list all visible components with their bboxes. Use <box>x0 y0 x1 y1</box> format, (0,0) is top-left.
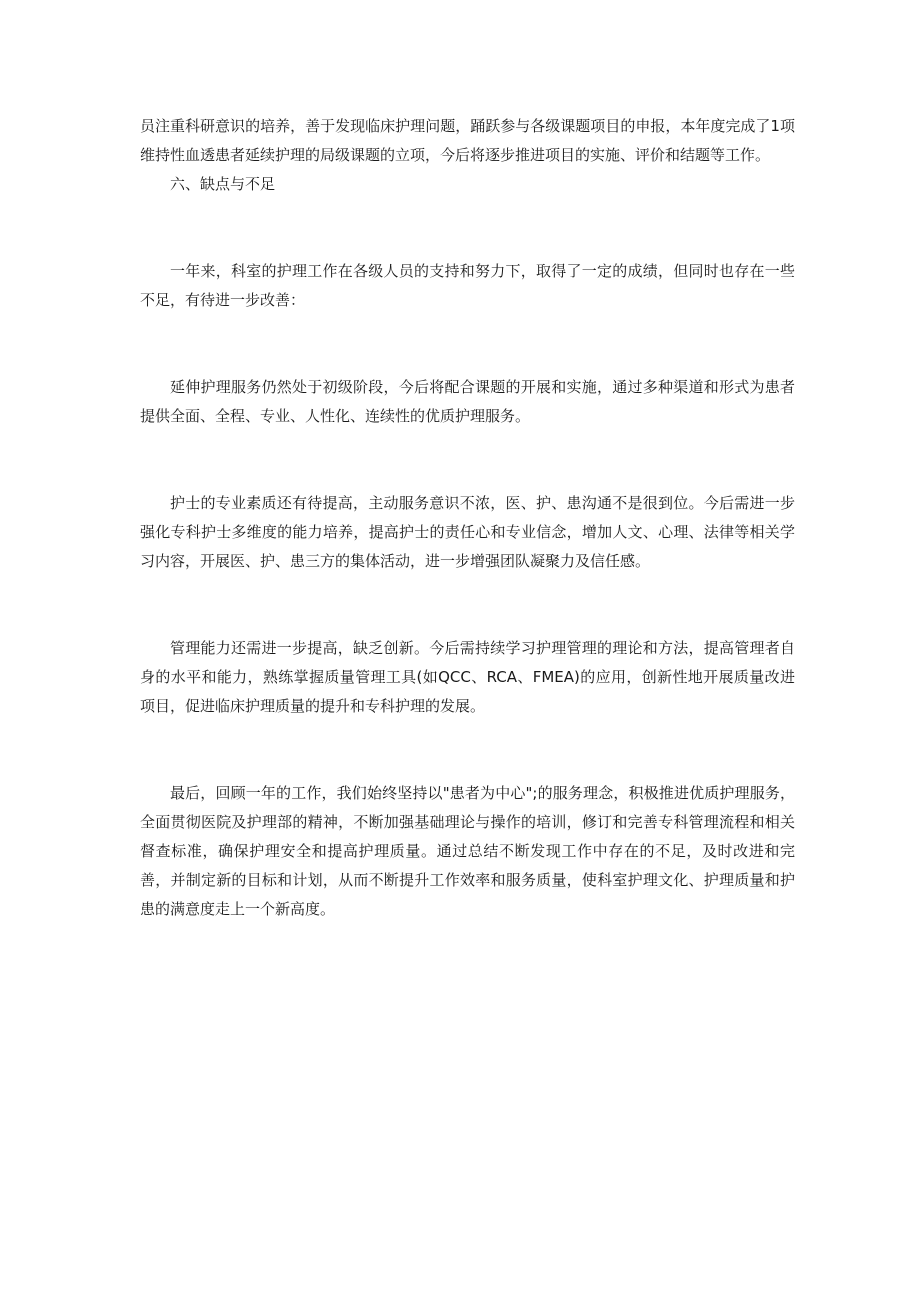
section-heading-shortcomings: 六、缺点与不足 <box>170 175 276 193</box>
document-body <box>140 112 795 924</box>
paragraph-nurse-quality: 护士的专业素质还有待提高，主动服务意识不浓，医、护、患沟通不是很到位。今后需进一步强化专科护士多维度的能力培养，提高护士的责任心和专业信念，增加人文、心理、法律等相关学习内容，开展医、护、患三方的集体活动，进一步增强团队凝聚力及信任感。 <box>140 494 795 570</box>
paragraph-conclusion: 最后，回顾一年的工作，我们始终坚持以"患者为中心";的服务理念，积极推进优质护理服务，全面贯彻医院及护理部的精神，不断加强基础理论与操作的培训，修订和完善专科管理流程和相关督查标准，确保护理安全和提高护理质量。通过总结不断发现工作中存在的不足，及时改进和完善，并制定新的目标和计划，从而不断提升工作效率和服务质量，使科室护理文化、护理质量和护患的满意度走上一个新高度。 <box>140 784 795 918</box>
paragraph-overview: 一年来，科室的护理工作在各级人员的支持和努力下，取得了一定的成绩，但同时也存在一些不足，有待进一步改善： <box>140 262 795 309</box>
paragraph-management: 管理能力还需进一步提高，缺乏创新。今后需持续学习护理管理的理论和方法，提高管理者自身的水平和能力，熟练掌握质量管理工具(如QCC、RCA、FMEA)的应用，创新性地开展质量改进项目，促进临床护理质量的提升和专科护理的发展。 <box>140 639 795 715</box>
paragraph-extended-care: 延伸护理服务仍然处于初级阶段，今后将配合课题的开展和实施，通过多种渠道和形式为患者提供全面、全程、专业、人性化、连续性的优质护理服务。 <box>140 378 795 425</box>
paragraph-research: 员注重科研意识的培养，善于发现临床护理问题，踊跃参与各级课题项目的申报，本年度完成了1项维持性血透患者延续护理的局级课题的立项，今后将逐步推进项目的实施、评价和结题等工作。 <box>140 117 795 164</box>
